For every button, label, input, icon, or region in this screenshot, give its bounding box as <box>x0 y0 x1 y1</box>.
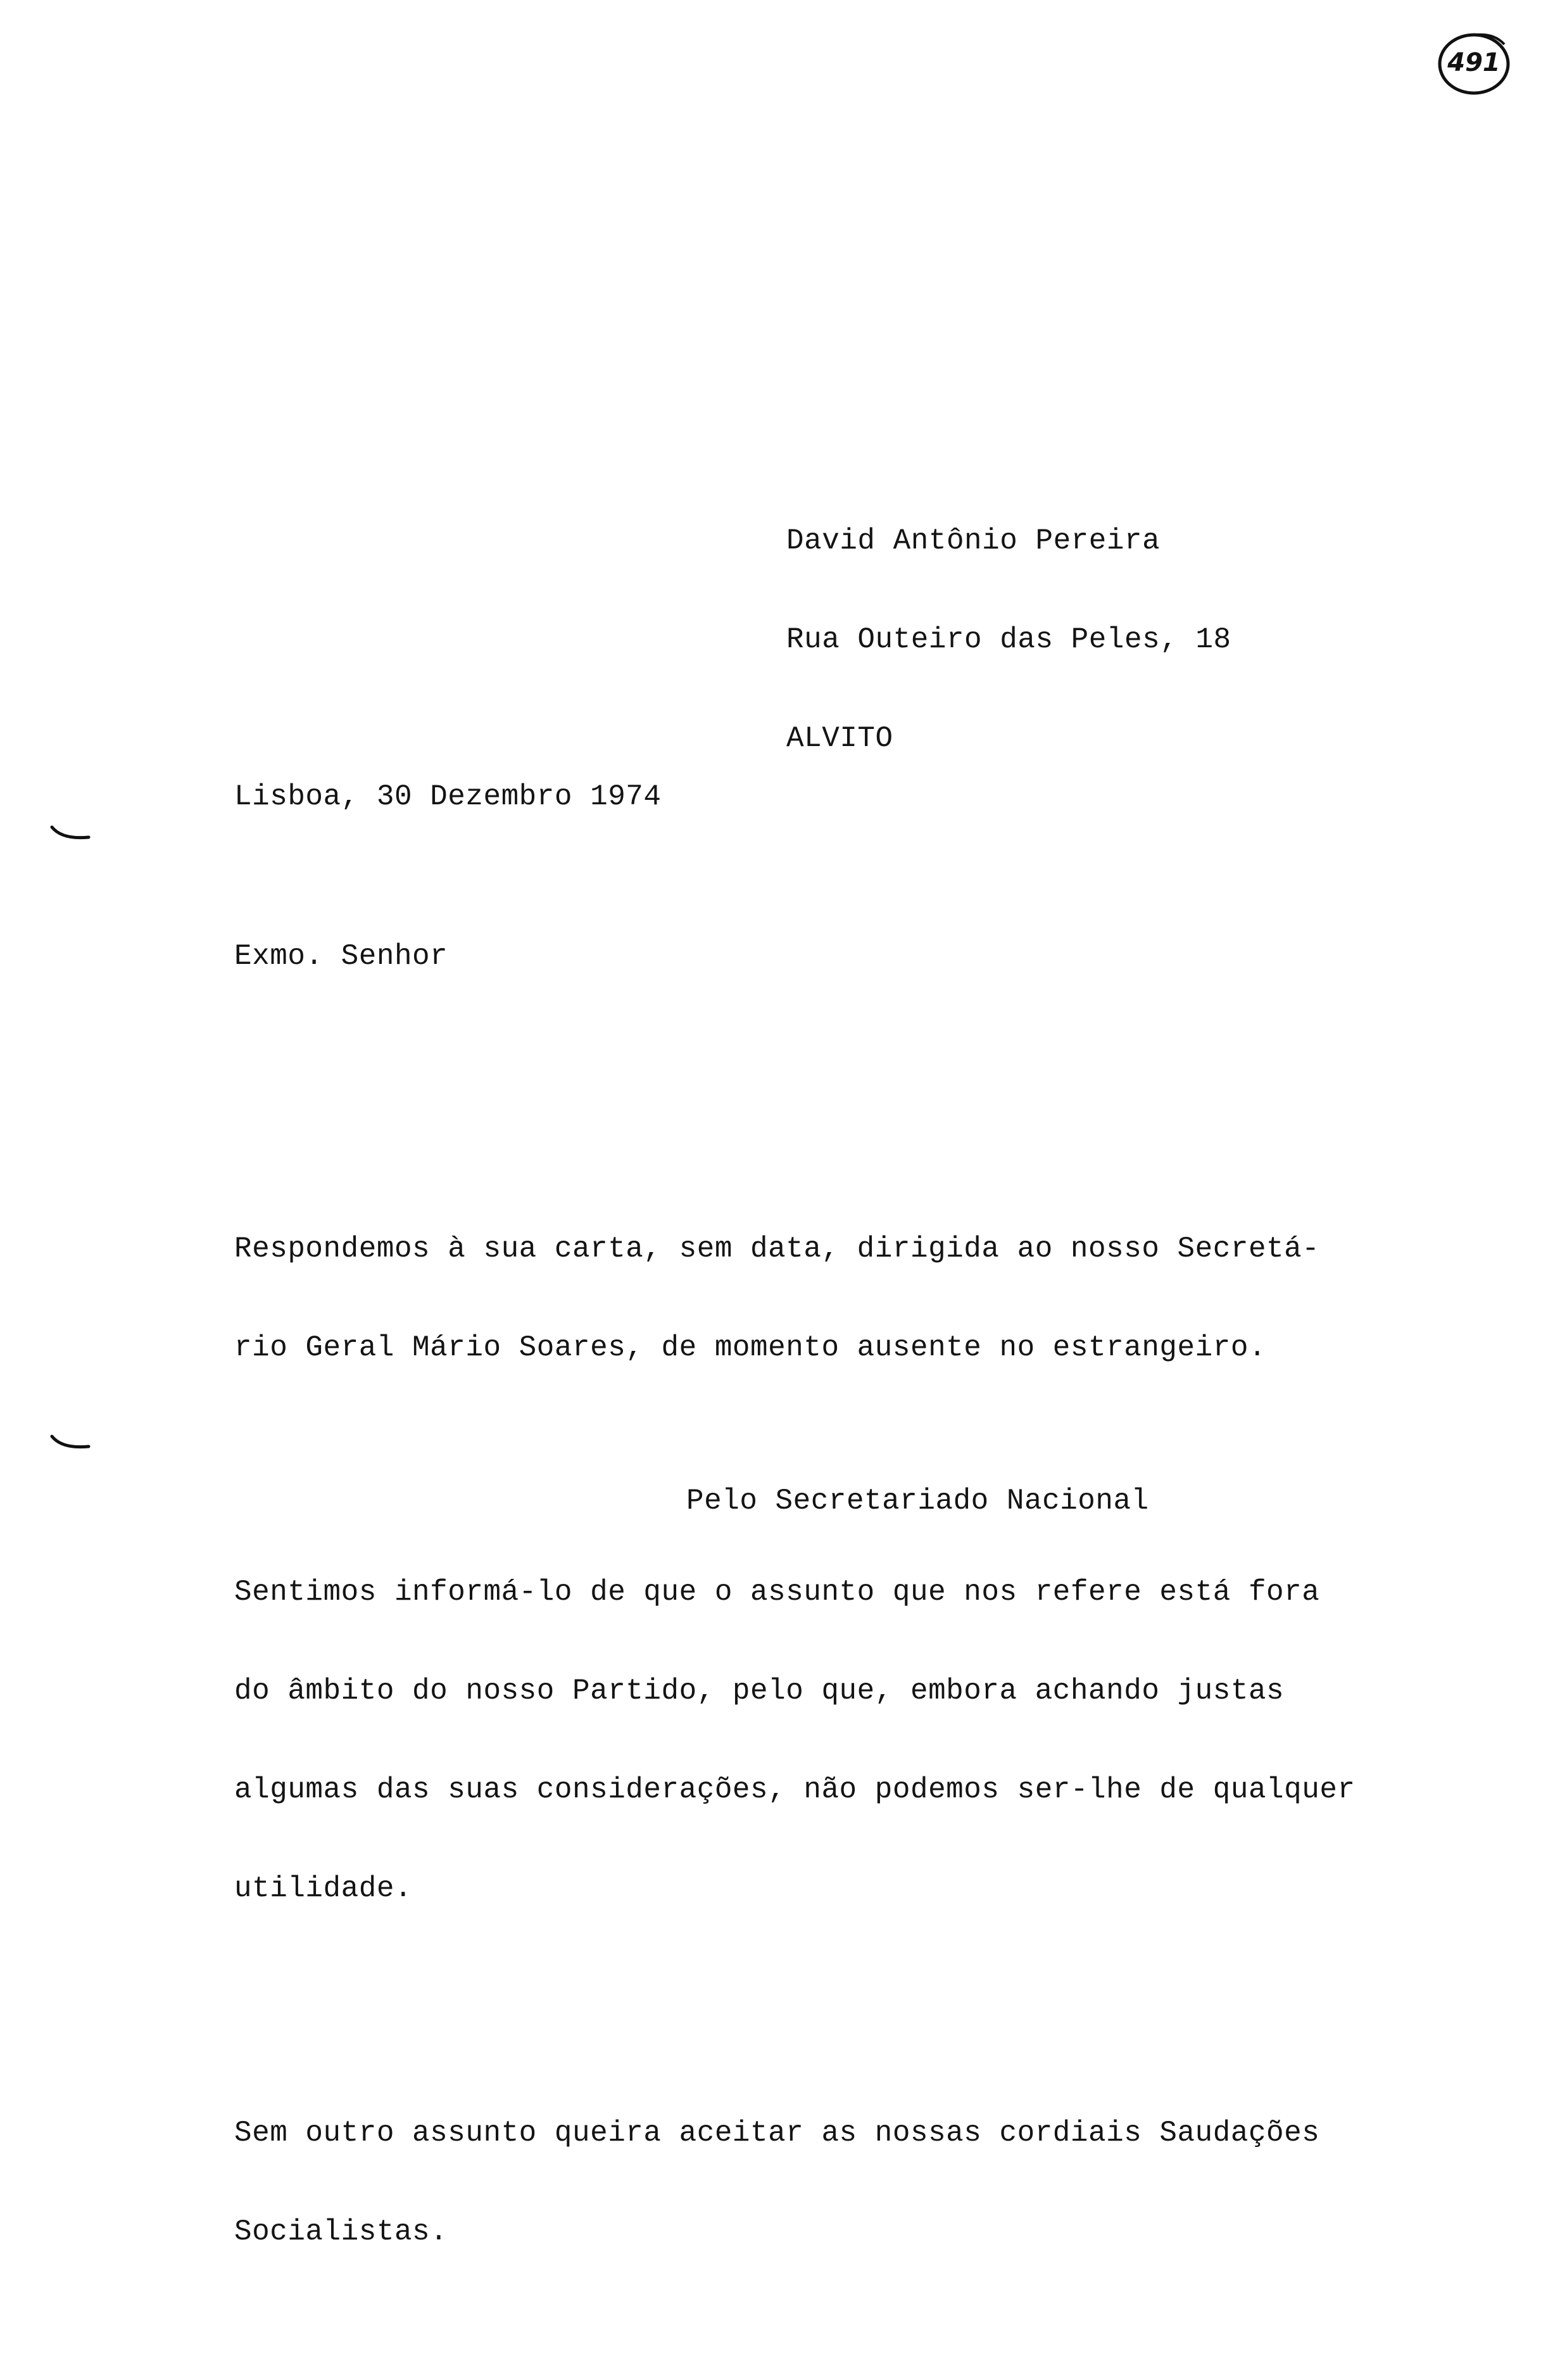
body-line: Respondemos à sua carta, sem data, dirigida ao nosso Secretá- <box>234 1232 1320 1265</box>
body-line: Sentimos informá-lo de que o assunto que nos refere está fora <box>234 1576 1320 1609</box>
fold-mark-icon <box>48 823 92 849</box>
signature-line: Pelo Secretariado Nacional <box>686 1484 1149 1517</box>
body-line: do âmbito do nosso Partido, pelo que, embora achando justas <box>234 1674 1285 1707</box>
margin-fold-mark <box>48 823 92 849</box>
paragraph-explanation <box>234 1510 1356 1971</box>
date-line: Lisboa, 30 Dezembro 1974 <box>234 780 662 813</box>
body-line: rio Geral Mário Soares, de momento ausente no estrangeiro. <box>234 1331 1267 1364</box>
letter-body <box>234 1101 1356 2380</box>
recipient-town: ALVITO <box>786 722 893 755</box>
recipient-address-block <box>786 459 1231 821</box>
body-line: Sem outro assunto queira aceitar as nossas cordiais Saudações <box>234 2117 1320 2149</box>
page-number: 491 <box>1447 48 1500 77</box>
margin-fold-mark <box>48 1433 92 1458</box>
paragraph-closing <box>234 2051 1356 2314</box>
paragraph-reply <box>234 1167 1356 1430</box>
body-line: Socialistas. <box>234 2215 448 2248</box>
fold-mark-icon <box>48 1433 92 1458</box>
body-line: algumas das suas considerações, não podemos ser-lhe de qualquer <box>234 1773 1356 1806</box>
salutation: Exmo. Senhor <box>234 940 448 973</box>
page-number-stamp <box>1436 28 1512 98</box>
recipient-street: Rua Outeiro das Peles, 18 <box>786 623 1231 656</box>
recipient-name: David Antônio Pereira <box>786 524 1161 557</box>
body-line: utilidade. <box>234 1872 413 1905</box>
